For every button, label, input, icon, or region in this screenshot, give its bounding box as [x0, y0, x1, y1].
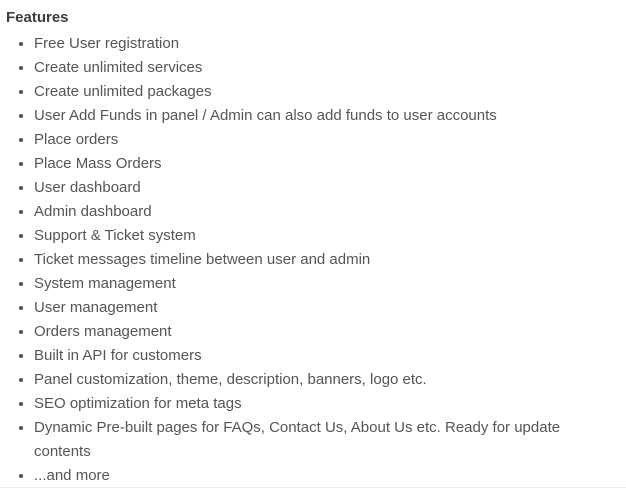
feature-item: • User Add Funds in panel / Admin can also add funds to user accounts [34, 104, 614, 128]
feature-item: • Built in API for customers [34, 344, 614, 368]
feature-item: • Create unlimited services [34, 56, 614, 80]
feature-item: • Panel customization, theme, description, banners, logo etc. [34, 368, 614, 392]
feature-item: • Support & Ticket system [34, 224, 614, 248]
feature-item: • Admin dashboard [34, 200, 614, 224]
feature-item: • Ticket messages timeline between user and admin [34, 248, 614, 272]
features-heading: Features [6, 9, 69, 26]
features-list [0, 32, 626, 488]
feature-item: • Dynamic Pre-built pages for FAQs, Contact Us, About Us etc. Ready for update contents [34, 416, 614, 464]
feature-item: • System management [34, 272, 614, 296]
feature-item: • Place orders [34, 128, 614, 152]
feature-item: • ...and more [34, 464, 614, 488]
feature-item: • Orders management [34, 320, 614, 344]
feature-item: • Free User registration [34, 32, 614, 56]
feature-item: • SEO optimization for meta tags [34, 392, 614, 416]
feature-item: • Create unlimited packages [34, 80, 614, 104]
feature-item: • User dashboard [34, 176, 614, 200]
feature-item: • Place Mass Orders [34, 152, 614, 176]
feature-item: • User management [34, 296, 614, 320]
